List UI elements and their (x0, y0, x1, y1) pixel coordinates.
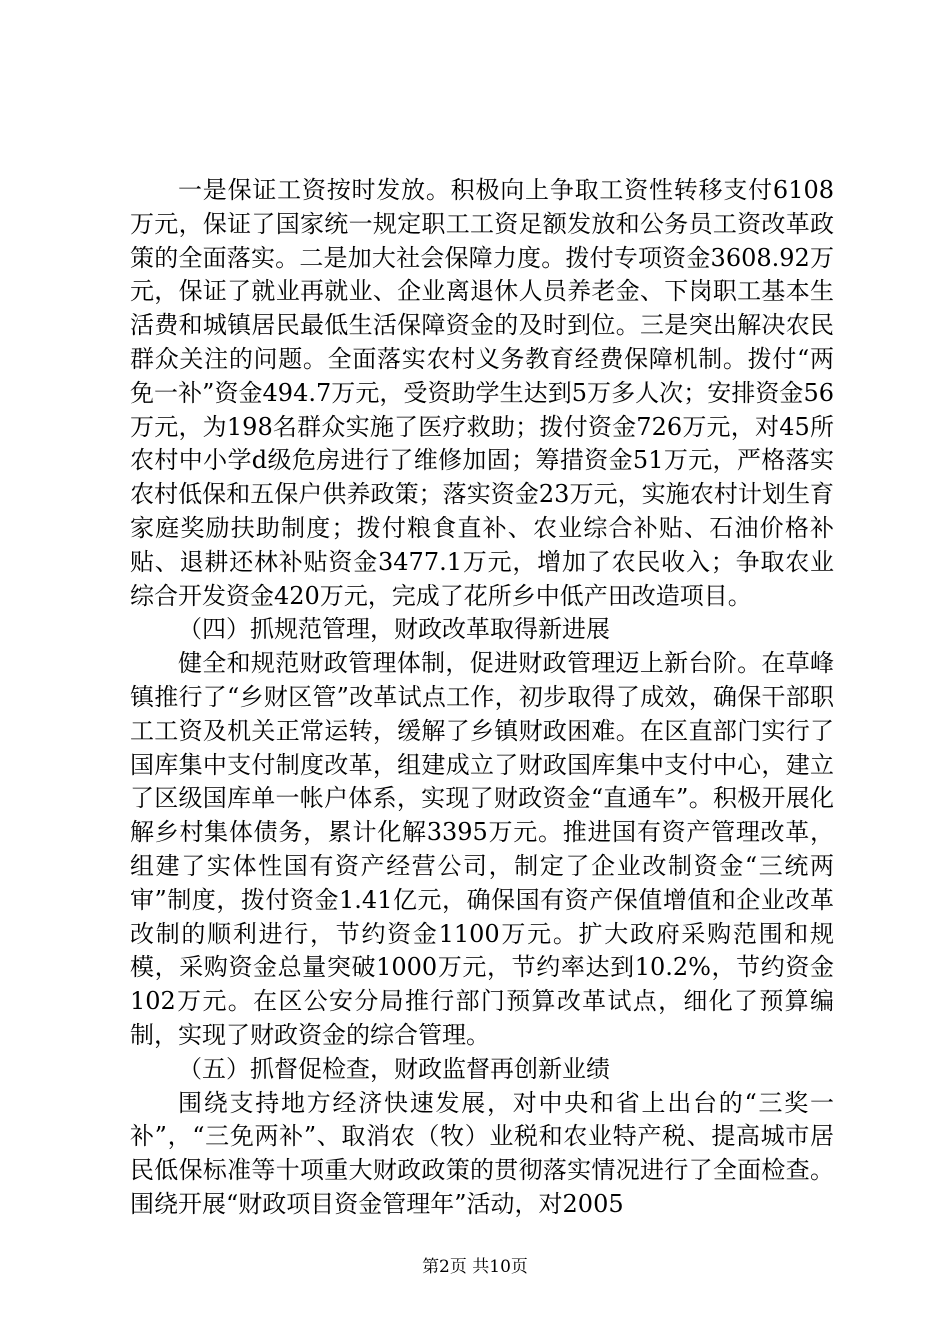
page-number: 第2页 共10页 (422, 1257, 528, 1277)
paragraph-supervision: 围绕支持地方经济快速发展，对中央和省上出台的“三奖一补”，“三免两补”、取消农（牧）业税和农业特产税、提高城市居民低保标准等十项重大财政政策的贯彻落实情况进行了全面检查。围绕开展“财政项目资金管理年”活动，对2005 (130, 1088, 834, 1218)
paragraph-measures: 一是保证工资按时发放。积极向上争取工资性转移支付6108万元，保证了国家统一规定职工工资足额发放和公务员工资改革政策的全面落实。二是加大社会保障力度。拨付专项资金3608.92万元，保证了就业再就业、企业离退休人员养老金、下岗职工基本生活费和城镇居民最低生活保障资金的及时到位。三是突出解决农民群众关注的问题。全面落实农村义务教育经费保障机制。拨付“两免一补”资金494.7万元，受资助学生达到5万多人次；安排资金56万元，为198名群众实施了医疗救助；拨付资金726万元，对45所农村中小学d级危房进行了维修加固；筹措资金51万元，严格落实农村低保和五保户供养政策；落实资金23万元，实施农村计划生育家庭奖励扶助制度；拨付粮食直补、农业综合补贴、石油价格补贴、退耕还林补贴资金3477.1万元，增加了农民收入；争取农业综合开发资金420万元，完成了花所乡中低产田改造项目。 (130, 176, 834, 610)
paragraph-reform: 健全和规范财政管理体制，促进财政管理迈上新台阶。在草峰镇推行了“乡财区管”改革试点工作，初步取得了成效，确保干部职工工资及机关正常运转，缓解了乡镇财政困难。在区直部门实行了国库集中支付制度改革，组建成立了财政国库集中支付中心，建立了区级国库单一帐户体系，实现了财政资金“直通车”。积极开展化解乡村集体债务，累计化解3395万元。推进国有资产管理改革，组建了实体性国有资产经营公司，制定了企业改制资金“三统两审”制度，拨付资金1.41亿元，确保国有资产保值增值和企业改革改制的顺利进行，节约资金1100万元。扩大政府采购范围和规模，采购资金总量突破1000万元，节约率达到10.2%，节约资金102万元。在区公安分局推行部门预算改革试点，细化了预算编制，实现了财政资金的综合管理。 (130, 649, 834, 1049)
document-body (130, 174, 834, 1222)
section-heading-5: （五）抓督促检查，财政监督再创新业绩 (178, 1054, 610, 1083)
section-heading-4: （四）抓规范管理，财政改革取得新进展 (178, 615, 610, 644)
